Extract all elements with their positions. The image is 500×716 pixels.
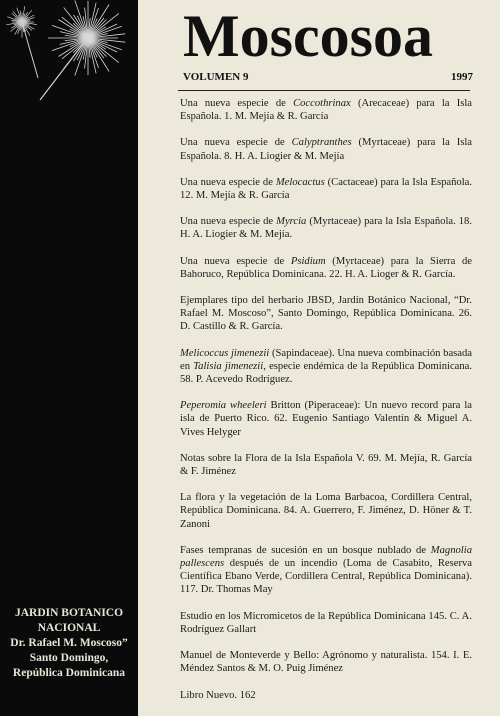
taxon-name: Talisia jimenezii bbox=[193, 360, 264, 372]
entry-text: Ejemplares tipo del herbario JBSD, Jardín Botánico Nacional, “Dr. Rafael M. Moscoso”, Santo Domingo, República Dominicana. 26. D. Castillo & R. García. bbox=[180, 295, 472, 333]
entry-text: (Arecaceae) para la Isla Española. 1. M. Mejía & R. García bbox=[180, 98, 472, 123]
contents-entry bbox=[180, 689, 472, 702]
entry-text: Una nueva especie de bbox=[180, 255, 291, 267]
contents-entry bbox=[180, 399, 472, 439]
entry-text: Una nueva especie de bbox=[180, 137, 292, 149]
entry-text: Fases tempranas de sucesión en un bosque nublado de bbox=[180, 544, 431, 556]
taxon-name: Psidium bbox=[290, 255, 326, 267]
contents-entry bbox=[180, 491, 472, 531]
taxon-name: Peperomia wheeleri bbox=[180, 400, 267, 412]
entry-text: (Myrtaceae) para la Isla Española. 18. H. A. Liogier & M. Mejía. bbox=[180, 216, 472, 241]
journal-title: Moscosoa bbox=[183, 3, 433, 69]
entry-text: Britton (Piperaceae): Un nuevo record para la isla de Puerto Rico. 62. Eugenio Santiago Valentín & Miguel A. Vives Helyger bbox=[180, 400, 472, 438]
entry-text: (Cactaceae) para la Isla Española. 12. M. Mejía & R. García bbox=[180, 176, 472, 202]
entry-text: (Sapindaceae). Una nueva combinación basada en bbox=[180, 347, 472, 372]
contents-entry bbox=[180, 97, 472, 123]
entry-text: Una nueva especie de bbox=[180, 216, 277, 228]
contents-entry bbox=[180, 136, 472, 162]
contents-entry bbox=[180, 176, 472, 202]
taxon-name: Myrcia bbox=[276, 216, 307, 228]
contents-entry bbox=[180, 215, 472, 241]
taxon-name: Calyptranthes bbox=[291, 137, 352, 149]
contents-entry bbox=[180, 610, 472, 636]
entry-text: Una nueva especie de bbox=[180, 176, 276, 188]
contents-entry bbox=[180, 452, 472, 478]
palm-starburst-icon bbox=[0, 0, 138, 120]
entry-text: Notas sobre la Flora de la Isla Española V. 69. M. Mejía, R. García & F. Jiménez bbox=[180, 452, 472, 478]
table-of-contents bbox=[180, 97, 472, 715]
taxon-name: Melicoccus jimenezii bbox=[180, 347, 270, 359]
contents-entry bbox=[180, 294, 472, 334]
entry-text: Libro Nuevo. 162 bbox=[180, 689, 256, 701]
entry-text: Una nueva especie de bbox=[180, 98, 294, 109]
contents-entry bbox=[180, 255, 472, 281]
year-label: 1997 bbox=[451, 71, 473, 83]
entry-text: (Myrtaceae) para la Sierra de Bahoruco, República Dominicana. 22. H. A. Lioger & R. García. bbox=[180, 255, 472, 280]
imprint-line: JARDIN BOTANICO bbox=[14, 607, 124, 619]
entry-text: (Myrtaceae) para la Isla Española. 8. H. A. Liogier & M. Mejía bbox=[180, 137, 472, 162]
imprint-line: Dr. Rafael M. Moscoso” bbox=[10, 637, 128, 649]
entry-text: La flora y la vegetación de la Loma Barbacoa, Cordillera Central, República Dominicana. 84. A. Guerrero, F. Jiménez, D. Höner & T. Zanoni bbox=[180, 492, 472, 530]
taxon-name: Melocactus bbox=[275, 176, 325, 188]
cover-spine bbox=[0, 0, 138, 716]
taxon-name: Coccothrinax bbox=[293, 98, 351, 109]
contents-entry bbox=[180, 649, 472, 675]
entry-text: después de un incendio (Loma de Casabito, Reserva Científica Ebano Verde, Cordillera Central, República Dominicana). 117. Dr. Thomas May bbox=[180, 558, 472, 596]
taxon-name: Magnolia pallescens bbox=[180, 544, 472, 570]
volume-row bbox=[183, 71, 473, 83]
title-divider bbox=[178, 90, 470, 91]
imprint-line: República Dominicana bbox=[12, 667, 126, 679]
volume-label: VOLUMEN 9 bbox=[183, 71, 249, 83]
entry-text: Manuel de Monteverde y Bello: Agrónomo y naturalista. 154. I. E. Méndez Santos & M. O. Puig Jiménez bbox=[180, 650, 472, 675]
imprint-line: Santo Domingo, bbox=[29, 652, 109, 664]
entry-text: , especie endémica de la República Dominicana. 58. P. Acevedo Rodríguez. bbox=[180, 360, 472, 386]
imprint-line: NACIONAL bbox=[37, 622, 101, 634]
publisher-imprint bbox=[0, 606, 138, 681]
entry-text: Estudio en los Micromicetos de la República Dominicana 145. C. A. Rodríguez Gallart bbox=[180, 610, 472, 635]
contents-entry bbox=[180, 544, 472, 597]
contents-entry bbox=[180, 347, 472, 387]
